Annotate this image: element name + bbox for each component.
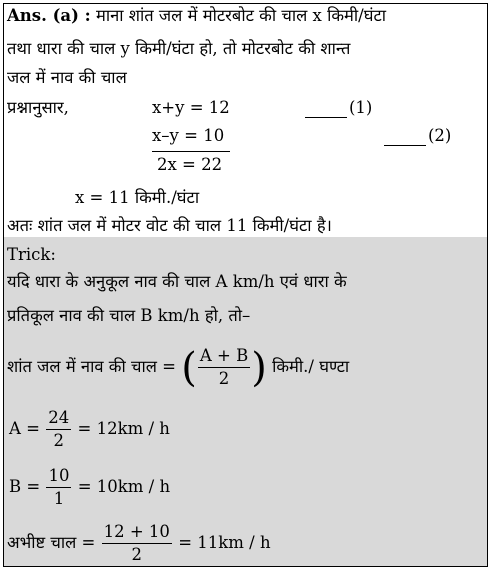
answer-line-3: जल में नाव की चाल — [7, 68, 127, 87]
a-lhs: A = — [9, 419, 40, 438]
a-numerator: 24 — [46, 407, 71, 430]
b-row — [9, 464, 170, 510]
answer-label: Ans. (a) : — [7, 6, 91, 25]
formula-unit: किमी./ घण्टा — [272, 357, 350, 376]
b-rhs: = 10km / h — [77, 477, 171, 496]
a-fraction — [46, 407, 71, 452]
answer-line-2: तथा धारा की चाल y किमी/घंटा हो, तो मोटरबोट की शान्त — [7, 39, 351, 58]
a-denominator: 2 — [53, 431, 64, 450]
required-speed-row — [7, 520, 271, 566]
conclusion: अतः शांत जल में मोटर वोट की चाल 11 किमी/घंटा है। — [7, 216, 332, 235]
b-fraction — [46, 465, 71, 510]
a-row — [9, 406, 170, 452]
equation-3: 2x = 22 — [157, 155, 223, 174]
answer-line-1 — [7, 5, 386, 27]
formula-denominator: 2 — [218, 369, 230, 388]
equation-2-tag: (2) — [428, 126, 452, 145]
equation-2: x–y = 10 — [152, 126, 225, 145]
required-denominator: 2 — [131, 545, 143, 564]
required-rhs: = 11km / h — [178, 533, 271, 552]
a-rhs: = 12km / h — [77, 419, 170, 438]
required-fraction — [102, 521, 172, 566]
according-to-question: प्रश्नानुसार, — [7, 98, 69, 117]
result-x: x = 11 किमी./घंटा — [75, 188, 200, 207]
equation-1: x+y = 12 — [152, 98, 230, 117]
right-paren-icon: ) — [251, 344, 267, 391]
b-numerator: 10 — [46, 465, 71, 488]
formula-row — [7, 344, 349, 391]
equation-2-blank — [384, 145, 426, 146]
formula-lhs: शांत जल में नाव की चाल = — [7, 357, 176, 376]
trick-title: Trick: — [7, 245, 56, 264]
sum-rule — [152, 151, 230, 152]
left-paren-icon: ( — [181, 344, 197, 391]
trick-line-1: यदि धारा के अनुकूल नाव की चाल A km/h एवं धारा के — [7, 272, 347, 291]
equation-1-blank — [305, 117, 347, 118]
trick-line-2: प्रतिकूल नाव की चाल B km/h हो, तो– — [7, 306, 251, 325]
answer-text-1: माना शांत जल में मोटरबोट की चाल x किमी/घंटा — [95, 6, 387, 25]
required-lhs: अभीष्ट चाल = — [7, 533, 96, 552]
b-lhs: B = — [9, 477, 41, 496]
equation-1-tag: (1) — [349, 98, 373, 117]
b-denominator: 1 — [53, 489, 65, 508]
formula-numerator: A + B — [198, 345, 250, 368]
required-numerator: 12 + 10 — [102, 521, 172, 544]
formula-fraction — [198, 345, 250, 390]
